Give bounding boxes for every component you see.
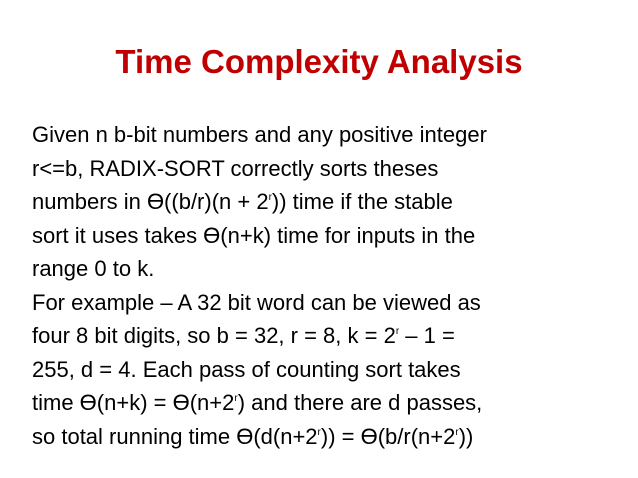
superscript: r <box>317 426 321 438</box>
superscript: r <box>395 326 400 337</box>
text-line <box>32 118 632 152</box>
slide-title: Time Complexity Analysis <box>115 43 523 80</box>
text-line <box>32 152 632 186</box>
text-run: ) and there are d passes, <box>237 390 483 415</box>
text-line <box>32 185 632 219</box>
text-line <box>32 252 632 286</box>
text-run: For example – A 32 bit word can be viewed as <box>32 289 481 315</box>
superscript: r <box>455 426 459 438</box>
text-run: range 0 to k. <box>32 256 155 281</box>
text-line <box>32 219 632 253</box>
text-run: time Ө(n+k) = Ө(n+2 <box>32 390 235 415</box>
text-run: numbers in Ө((b/r)(n + 2 <box>32 189 269 214</box>
text-run: )) = Ө(b/r(n+2 <box>320 423 456 449</box>
superscript: r <box>268 192 272 203</box>
text-run: r<=b, RADIX-SORT correctly sorts theses <box>32 155 439 181</box>
text-line <box>32 353 632 387</box>
text-line <box>32 286 632 320</box>
text-run: )) <box>458 423 474 449</box>
superscript: r <box>234 393 238 404</box>
text-run: Given n b-bit numbers and any positive integer <box>32 122 487 147</box>
text-run: – 1 = <box>399 323 455 348</box>
text-line <box>32 420 632 454</box>
text-run: )) time if the stable <box>271 189 453 214</box>
text-run: so total running time Ө(d(n+2 <box>32 423 318 449</box>
text-run: 255, d = 4. Each pass of counting sort takes <box>32 356 461 382</box>
text-run: sort it uses takes Ө(n+k) time for inputs in the <box>32 222 476 248</box>
paragraph <box>32 118 632 286</box>
text-line <box>32 386 632 420</box>
paragraph <box>32 286 632 454</box>
text-line <box>32 319 632 353</box>
slide-body <box>32 118 632 453</box>
text-run: four 8 bit digits, so b = 32, r = 8, k = 2 <box>32 323 396 348</box>
